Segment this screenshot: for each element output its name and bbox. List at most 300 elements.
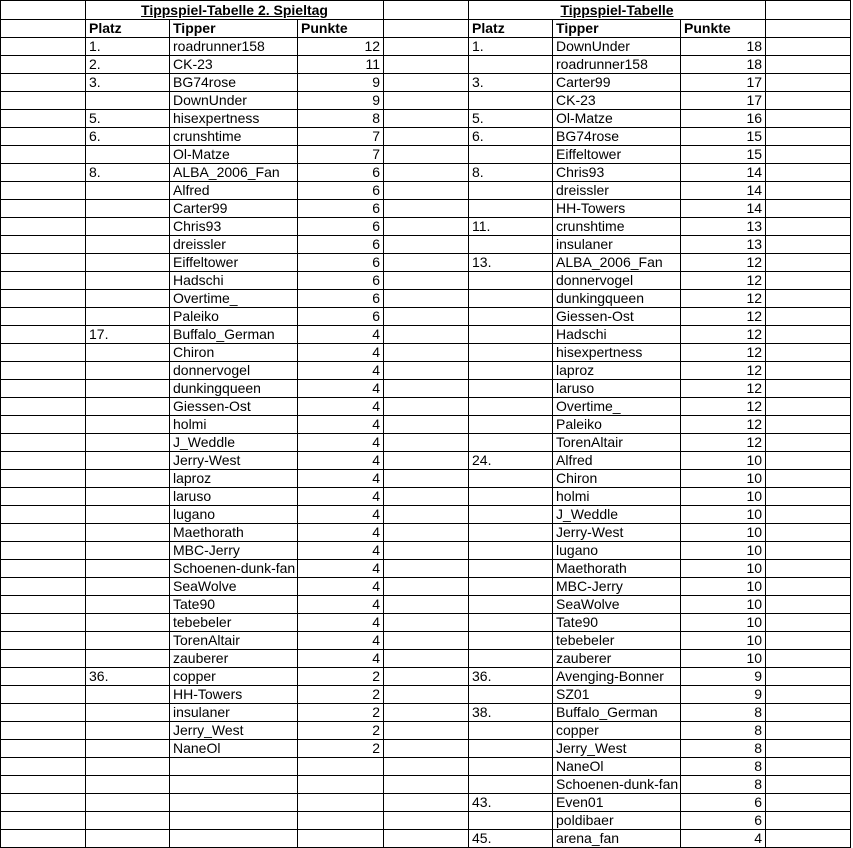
table-row (1, 560, 851, 578)
right-cell-platz (469, 632, 553, 650)
spacer-cell (384, 686, 469, 704)
left-cell-tipper: zauberer (170, 650, 298, 668)
left-header-platz: Platz (86, 20, 170, 38)
spacer-cell (1, 1, 86, 20)
left-cell-punkte: 11 (298, 56, 384, 74)
left-cell-tipper: Jerry-West (170, 452, 298, 470)
left-cell-punkte: 4 (298, 398, 384, 416)
table-row (1, 164, 851, 182)
left-cell-punkte: 4 (298, 560, 384, 578)
left-cell-punkte: 4 (298, 578, 384, 596)
left-cell-platz (86, 542, 170, 560)
right-header-platz: Platz (469, 20, 553, 38)
header-row (1, 20, 851, 38)
left-cell-platz (86, 812, 170, 830)
right-cell-punkte: 10 (681, 632, 766, 650)
left-cell-tipper: Jerry_West (170, 722, 298, 740)
spacer-cell (384, 110, 469, 128)
spacer-cell (1, 74, 86, 92)
left-cell-platz (86, 398, 170, 416)
table-row (1, 380, 851, 398)
spacer-cell (766, 1, 851, 20)
left-cell-tipper: CK-23 (170, 56, 298, 74)
spacer-cell (1, 758, 86, 776)
spacer-cell (384, 38, 469, 56)
spacer-cell (384, 56, 469, 74)
left-cell-platz (86, 200, 170, 218)
left-cell-punkte: 6 (298, 254, 384, 272)
spacer-cell (1, 632, 86, 650)
table-row (1, 344, 851, 362)
spacer-cell (384, 362, 469, 380)
left-header-punkte: Punkte (298, 20, 384, 38)
right-cell-punkte: 10 (681, 650, 766, 668)
left-cell-tipper (170, 830, 298, 848)
table-row (1, 488, 851, 506)
left-cell-punkte: 2 (298, 722, 384, 740)
table-row (1, 812, 851, 830)
spacer-cell (766, 758, 851, 776)
spacer-cell (766, 542, 851, 560)
right-cell-platz (469, 614, 553, 632)
left-cell-punkte: 4 (298, 614, 384, 632)
spacer-cell (1, 704, 86, 722)
spacer-cell (1, 218, 86, 236)
spacer-cell (384, 758, 469, 776)
left-cell-punkte: 9 (298, 92, 384, 110)
right-cell-punkte: 9 (681, 668, 766, 686)
right-cell-punkte: 16 (681, 110, 766, 128)
spacer-cell (1, 398, 86, 416)
spacer-cell (766, 506, 851, 524)
table-row (1, 470, 851, 488)
right-cell-platz (469, 380, 553, 398)
left-cell-platz (86, 560, 170, 578)
right-cell-punkte: 12 (681, 362, 766, 380)
right-cell-platz (469, 56, 553, 74)
spacer-cell (1, 686, 86, 704)
left-cell-tipper: Chris93 (170, 218, 298, 236)
right-cell-platz (469, 434, 553, 452)
right-cell-punkte: 10 (681, 470, 766, 488)
left-cell-punkte: 8 (298, 110, 384, 128)
left-cell-tipper: lugano (170, 506, 298, 524)
spacer-cell (384, 812, 469, 830)
right-cell-punkte: 15 (681, 128, 766, 146)
right-cell-platz (469, 596, 553, 614)
spacer-cell (1, 776, 86, 794)
left-cell-tipper: insulaner (170, 704, 298, 722)
left-cell-punkte: 4 (298, 326, 384, 344)
right-cell-tipper: Chris93 (553, 164, 681, 182)
table-row (1, 632, 851, 650)
left-cell-tipper (170, 794, 298, 812)
table-row (1, 236, 851, 254)
spacer-cell (766, 164, 851, 182)
right-cell-platz (469, 686, 553, 704)
spacer-cell (1, 524, 86, 542)
right-cell-tipper: holmi (553, 488, 681, 506)
spacer-cell (1, 794, 86, 812)
left-cell-platz (86, 290, 170, 308)
right-cell-punkte: 12 (681, 398, 766, 416)
left-cell-tipper: donnervogel (170, 362, 298, 380)
left-cell-platz (86, 434, 170, 452)
right-cell-tipper: dreissler (553, 182, 681, 200)
spacer-cell (384, 614, 469, 632)
right-cell-punkte: 12 (681, 290, 766, 308)
left-cell-punkte: 4 (298, 650, 384, 668)
spacer-cell (1, 236, 86, 254)
right-cell-tipper: Chiron (553, 470, 681, 488)
left-cell-punkte: 6 (298, 164, 384, 182)
table-row (1, 56, 851, 74)
spacer-cell (384, 380, 469, 398)
right-cell-platz (469, 506, 553, 524)
right-cell-punkte: 12 (681, 344, 766, 362)
left-cell-punkte: 6 (298, 218, 384, 236)
spacer-cell (766, 380, 851, 398)
spacer-cell (766, 92, 851, 110)
right-cell-tipper: donnervogel (553, 272, 681, 290)
spacer-cell (1, 416, 86, 434)
right-cell-tipper: DownUnder (553, 38, 681, 56)
spacer-cell (1, 254, 86, 272)
right-cell-tipper: Hadschi (553, 326, 681, 344)
right-cell-punkte: 8 (681, 740, 766, 758)
right-cell-platz: 38. (469, 704, 553, 722)
right-cell-punkte: 10 (681, 488, 766, 506)
right-cell-tipper: ALBA_2006_Fan (553, 254, 681, 272)
left-cell-tipper: Carter99 (170, 200, 298, 218)
left-cell-punkte: 6 (298, 290, 384, 308)
right-cell-tipper: poldibaer (553, 812, 681, 830)
left-cell-platz (86, 524, 170, 542)
left-cell-platz (86, 308, 170, 326)
right-cell-platz (469, 470, 553, 488)
right-cell-platz (469, 542, 553, 560)
left-cell-punkte: 4 (298, 488, 384, 506)
spacer-cell (766, 326, 851, 344)
right-cell-punkte: 18 (681, 56, 766, 74)
spacer-cell (766, 488, 851, 506)
table-row (1, 776, 851, 794)
left-cell-platz (86, 740, 170, 758)
spacer-cell (384, 74, 469, 92)
left-cell-punkte: 6 (298, 272, 384, 290)
left-cell-punkte: 6 (298, 182, 384, 200)
spacer-cell (766, 452, 851, 470)
right-cell-punkte: 10 (681, 560, 766, 578)
right-cell-tipper: Jerry-West (553, 524, 681, 542)
left-cell-punkte: 4 (298, 506, 384, 524)
left-cell-tipper: Ol-Matze (170, 146, 298, 164)
left-cell-punkte: 4 (298, 542, 384, 560)
right-cell-punkte: 15 (681, 146, 766, 164)
spacer-cell (766, 794, 851, 812)
right-cell-platz (469, 92, 553, 110)
spacer-cell (766, 776, 851, 794)
right-cell-punkte: 13 (681, 218, 766, 236)
spacer-cell (766, 290, 851, 308)
left-cell-punkte (298, 758, 384, 776)
table-row (1, 290, 851, 308)
spacer-cell (766, 20, 851, 38)
right-cell-punkte: 10 (681, 596, 766, 614)
table-row (1, 92, 851, 110)
spacer-cell (1, 506, 86, 524)
table-row (1, 650, 851, 668)
left-cell-punkte (298, 812, 384, 830)
spacer-cell (1, 362, 86, 380)
right-cell-tipper: Alfred (553, 452, 681, 470)
left-cell-punkte: 4 (298, 632, 384, 650)
table-row (1, 398, 851, 416)
spacer-cell (1, 614, 86, 632)
spacer-cell (1, 812, 86, 830)
right-cell-platz: 36. (469, 668, 553, 686)
table-row (1, 578, 851, 596)
table-row (1, 308, 851, 326)
table-row (1, 794, 851, 812)
table-row (1, 416, 851, 434)
right-cell-punkte: 14 (681, 200, 766, 218)
spacer-cell (1, 38, 86, 56)
table-row (1, 272, 851, 290)
spacer-cell (1, 290, 86, 308)
spacer-cell (766, 722, 851, 740)
spacer-cell (766, 434, 851, 452)
table-row (1, 200, 851, 218)
spacer-cell (766, 686, 851, 704)
left-cell-platz (86, 758, 170, 776)
spacer-cell (384, 794, 469, 812)
left-cell-punkte: 4 (298, 416, 384, 434)
spacer-cell (766, 596, 851, 614)
right-cell-tipper: lugano (553, 542, 681, 560)
right-cell-tipper: BG74rose (553, 128, 681, 146)
spacer-cell (1, 164, 86, 182)
right-cell-tipper: Ol-Matze (553, 110, 681, 128)
table-row (1, 542, 851, 560)
left-cell-punkte: 4 (298, 452, 384, 470)
table-row (1, 182, 851, 200)
right-cell-platz: 43. (469, 794, 553, 812)
spacer-cell (384, 1, 469, 20)
spacer-cell (384, 236, 469, 254)
spacer-cell (384, 632, 469, 650)
left-cell-platz (86, 614, 170, 632)
table-row (1, 74, 851, 92)
right-cell-platz (469, 416, 553, 434)
spacer-cell (384, 740, 469, 758)
left-cell-platz: 36. (86, 668, 170, 686)
table-row (1, 110, 851, 128)
left-cell-platz (86, 236, 170, 254)
left-cell-punkte: 4 (298, 380, 384, 398)
right-cell-punkte: 10 (681, 542, 766, 560)
spacer-cell (766, 398, 851, 416)
left-header-tipper: Tipper (170, 20, 298, 38)
spacer-cell (384, 488, 469, 506)
right-cell-platz (469, 560, 553, 578)
right-cell-platz: 1. (469, 38, 553, 56)
spacer-cell (1, 308, 86, 326)
left-cell-platz (86, 794, 170, 812)
right-cell-platz (469, 146, 553, 164)
right-cell-tipper: Even01 (553, 794, 681, 812)
right-cell-punkte: 14 (681, 164, 766, 182)
left-cell-platz (86, 488, 170, 506)
left-cell-platz: 2. (86, 56, 170, 74)
left-cell-platz (86, 362, 170, 380)
spacer-cell (384, 452, 469, 470)
left-cell-punkte: 4 (298, 362, 384, 380)
spacer-cell (384, 578, 469, 596)
right-cell-platz (469, 488, 553, 506)
spacer-cell (1, 722, 86, 740)
left-cell-platz (86, 776, 170, 794)
spacer-cell (384, 164, 469, 182)
right-cell-tipper: roadrunner158 (553, 56, 681, 74)
left-cell-tipper: J_Weddle (170, 434, 298, 452)
table-row (1, 668, 851, 686)
left-cell-tipper: NaneOl (170, 740, 298, 758)
right-cell-platz (469, 812, 553, 830)
left-cell-punkte: 6 (298, 236, 384, 254)
spacer-cell (766, 812, 851, 830)
spacer-cell (1, 560, 86, 578)
left-cell-punkte (298, 830, 384, 848)
spacer-cell (384, 596, 469, 614)
right-cell-punkte: 12 (681, 416, 766, 434)
spacer-cell (766, 200, 851, 218)
spacer-cell (384, 146, 469, 164)
left-cell-punkte: 6 (298, 308, 384, 326)
right-cell-punkte: 10 (681, 506, 766, 524)
right-cell-tipper: TorenAltair (553, 434, 681, 452)
right-cell-punkte: 6 (681, 794, 766, 812)
right-cell-tipper: SeaWolve (553, 596, 681, 614)
spacer-cell (766, 236, 851, 254)
right-cell-punkte: 14 (681, 182, 766, 200)
right-cell-tipper: CK-23 (553, 92, 681, 110)
spacer-cell (766, 650, 851, 668)
right-cell-platz (469, 362, 553, 380)
spacer-cell (384, 650, 469, 668)
spacer-cell (384, 560, 469, 578)
table-row (1, 524, 851, 542)
spacer-cell (384, 326, 469, 344)
spacer-cell (384, 20, 469, 38)
right-cell-platz (469, 326, 553, 344)
left-cell-punkte: 2 (298, 668, 384, 686)
left-cell-platz (86, 218, 170, 236)
left-cell-tipper: Hadschi (170, 272, 298, 290)
spacer-cell (766, 344, 851, 362)
spacer-cell (766, 308, 851, 326)
spacer-cell (384, 254, 469, 272)
left-cell-punkte: 2 (298, 740, 384, 758)
spacer-cell (766, 272, 851, 290)
left-cell-punkte: 4 (298, 434, 384, 452)
right-cell-punkte: 13 (681, 236, 766, 254)
left-cell-tipper: SeaWolve (170, 578, 298, 596)
left-cell-punkte: 7 (298, 128, 384, 146)
table-row (1, 128, 851, 146)
left-cell-tipper: TorenAltair (170, 632, 298, 650)
right-cell-tipper: SZ01 (553, 686, 681, 704)
spacer-cell (384, 344, 469, 362)
spacer-cell (384, 416, 469, 434)
left-cell-punkte (298, 794, 384, 812)
left-cell-tipper: HH-Towers (170, 686, 298, 704)
left-cell-platz: 8. (86, 164, 170, 182)
right-cell-punkte: 12 (681, 326, 766, 344)
spacer-cell (766, 704, 851, 722)
left-cell-punkte: 4 (298, 524, 384, 542)
spacer-cell (766, 830, 851, 848)
right-cell-platz (469, 650, 553, 668)
right-cell-punkte: 17 (681, 92, 766, 110)
right-cell-punkte: 18 (681, 38, 766, 56)
right-cell-platz (469, 308, 553, 326)
title-row (1, 1, 851, 20)
table-row (1, 722, 851, 740)
right-cell-tipper: Avenging-Bonner (553, 668, 681, 686)
right-header-punkte: Punkte (681, 20, 766, 38)
left-cell-platz (86, 182, 170, 200)
right-cell-punkte: 8 (681, 704, 766, 722)
left-cell-platz (86, 146, 170, 164)
spacer-cell (384, 182, 469, 200)
spacer-cell (384, 524, 469, 542)
right-cell-platz: 6. (469, 128, 553, 146)
right-cell-punkte: 10 (681, 614, 766, 632)
left-cell-platz: 3. (86, 74, 170, 92)
spacer-cell (384, 704, 469, 722)
left-cell-punkte: 12 (298, 38, 384, 56)
right-cell-platz (469, 740, 553, 758)
left-cell-platz (86, 722, 170, 740)
right-cell-platz (469, 578, 553, 596)
left-cell-platz: 6. (86, 128, 170, 146)
spacer-cell (384, 668, 469, 686)
right-cell-tipper: tebebeler (553, 632, 681, 650)
table-row (1, 218, 851, 236)
spacer-cell (1, 146, 86, 164)
right-cell-punkte: 8 (681, 758, 766, 776)
left-cell-tipper: Alfred (170, 182, 298, 200)
spacer-cell (766, 632, 851, 650)
left-cell-platz (86, 596, 170, 614)
right-cell-tipper: copper (553, 722, 681, 740)
left-cell-tipper: Buffalo_German (170, 326, 298, 344)
left-cell-tipper: crunshtime (170, 128, 298, 146)
right-cell-punkte: 10 (681, 524, 766, 542)
spacer-cell (384, 218, 469, 236)
right-cell-tipper: NaneOl (553, 758, 681, 776)
right-cell-punkte: 9 (681, 686, 766, 704)
right-cell-tipper: zauberer (553, 650, 681, 668)
left-cell-tipper: holmi (170, 416, 298, 434)
spacer-cell (1, 110, 86, 128)
spacer-cell (766, 740, 851, 758)
table-row (1, 704, 851, 722)
right-cell-tipper: laproz (553, 362, 681, 380)
left-cell-platz: 17. (86, 326, 170, 344)
spacer-cell (1, 20, 86, 38)
